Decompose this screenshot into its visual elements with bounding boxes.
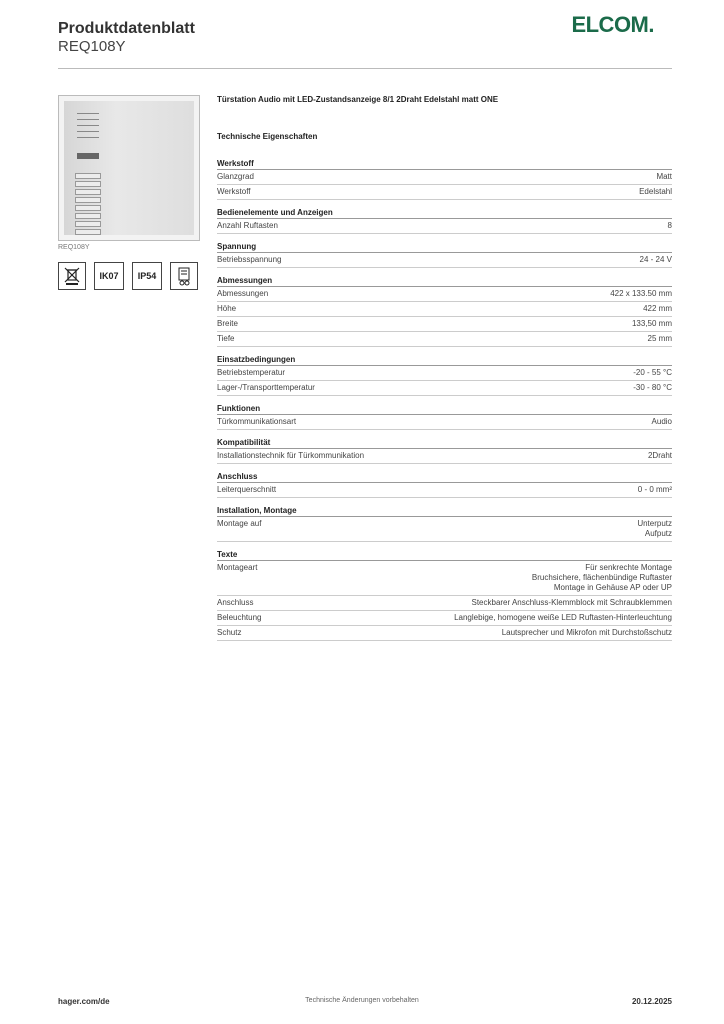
spec-label: Tiefe (217, 334, 235, 343)
spec-row (217, 483, 672, 498)
spec-section (217, 436, 672, 464)
spec-row (217, 253, 672, 268)
spec-row (217, 381, 672, 396)
section-title: Spannung (217, 240, 672, 253)
spec-section (217, 206, 672, 234)
spec-value: 133,50 mm (631, 319, 672, 328)
ip54-icon: IP54 (132, 262, 162, 290)
document-title: Produktdatenblatt (58, 20, 195, 37)
spec-row (217, 561, 672, 596)
technical-data (217, 95, 672, 647)
spec-row (217, 415, 672, 430)
spec-value: 24 - 24 V (639, 255, 672, 264)
spec-row (217, 302, 672, 317)
section-title: Texte (217, 548, 672, 561)
spec-label: Leiterquerschnitt (217, 485, 277, 494)
spec-value: Matt (656, 172, 672, 181)
section-title: Bedienelemente und Anzeigen (217, 206, 672, 219)
spec-value: 2Draht (647, 451, 672, 460)
speaker-grille-line (77, 113, 99, 114)
section-title: Abmessungen (217, 274, 672, 287)
spec-row (217, 449, 672, 464)
call-button (75, 197, 101, 203)
spec-row (217, 517, 672, 542)
section-title: Werkstoff (217, 157, 672, 170)
spec-label: Glanzgrad (217, 172, 254, 181)
spec-label: Türkommunikationsart (217, 417, 297, 426)
spec-label: Betriebstemperatur (217, 368, 286, 377)
speaker-grille-line (77, 119, 99, 120)
spec-label: Abmessungen (217, 289, 269, 298)
spec-value: Für senkrechte Montage Bruchsichere, flächenbündige Ruftaster Montage in Gehäuse AP oder UP (531, 563, 672, 592)
spec-label: Lager-/Transporttemperatur (217, 383, 315, 392)
spec-label: Montageart (217, 563, 258, 572)
spec-row (217, 185, 672, 200)
spec-value: 422 mm (643, 304, 672, 313)
led-status-display (77, 153, 99, 159)
technical-properties-heading: Technische Eigenschaften (217, 132, 318, 141)
header-divider (58, 68, 672, 69)
spec-row (217, 332, 672, 347)
section-title: Kompatibilität (217, 436, 672, 449)
spec-row (217, 170, 672, 185)
spec-label: Installationstechnik für Türkommunikation (217, 451, 365, 460)
footer-website: hager.com/de (58, 997, 110, 1006)
spec-value: Audio (651, 417, 672, 426)
product-description: Türstation Audio mit LED-Zustandsanzeige 8/1 2Draht Edelstahl matt ONE (217, 95, 499, 104)
spec-section (217, 353, 672, 396)
spec-row (217, 626, 672, 641)
spec-row (217, 596, 672, 611)
spec-row (217, 317, 672, 332)
spec-value: Edelstahl (639, 187, 672, 196)
spec-section (217, 402, 672, 430)
spec-label: Anschluss (217, 598, 254, 607)
spec-label: Beleuchtung (217, 613, 262, 622)
certification-icons (58, 262, 198, 290)
spec-label: Werkstoff (217, 187, 251, 196)
spec-value: Lautsprecher und Mikrofon mit Durchstoßschutz (501, 628, 672, 637)
spec-sections (217, 157, 672, 641)
spec-label: Montage auf (217, 519, 262, 528)
call-button (75, 229, 101, 235)
spec-section (217, 274, 672, 347)
call-button (75, 221, 101, 227)
section-title: Einsatzbedingungen (217, 353, 672, 366)
weee-crossed-bin-icon (58, 262, 86, 290)
installation-icon (170, 262, 198, 290)
speaker-grille-line (77, 137, 99, 138)
article-number: REQ108Y (58, 38, 126, 55)
spec-value: -30 - 80 °C (633, 383, 672, 392)
spec-value: 0 - 0 mm² (637, 485, 672, 494)
section-title: Installation, Montage (217, 504, 672, 517)
spec-label: Anzahl Ruftasten (217, 221, 278, 230)
call-button (75, 189, 101, 195)
spec-value: Steckbarer Anschluss-Klemmblock mit Schraubklemmen (471, 598, 672, 607)
spec-value: 8 (667, 221, 672, 230)
door-station-panel (64, 101, 194, 235)
spec-section (217, 157, 672, 200)
speaker-grille-line (77, 131, 99, 132)
spec-value: 422 x 133.50 mm (610, 289, 672, 298)
spec-section (217, 504, 672, 542)
spec-label: Breite (217, 319, 238, 328)
product-image (58, 95, 200, 241)
spec-label: Betriebsspannung (217, 255, 282, 264)
spec-section (217, 548, 672, 641)
spec-label: Schutz (217, 628, 242, 637)
elcom-logo: ELCOM. (571, 12, 654, 37)
spec-row (217, 611, 672, 626)
spec-value: Unterputz Aufputz (637, 519, 672, 538)
spec-row (217, 366, 672, 381)
call-button (75, 205, 101, 211)
speaker-grille-line (77, 125, 99, 126)
spec-section (217, 240, 672, 268)
spec-value: Langlebige, homogene weiße LED Ruftasten-Hinterleuchtung (454, 613, 672, 622)
section-title: Anschluss (217, 470, 672, 483)
footer-notice: Technische Änderungen vorbehalten (305, 997, 419, 1004)
call-button (75, 181, 101, 187)
ik07-icon: IK07 (94, 262, 124, 290)
spec-value: 25 mm (647, 334, 672, 343)
footer-date: 20.12.2025 (631, 997, 672, 1006)
call-button (75, 173, 101, 179)
spec-value: -20 - 55 °C (633, 368, 672, 377)
spec-row (217, 287, 672, 302)
section-title: Funktionen (217, 402, 672, 415)
spec-label: Höhe (217, 304, 237, 313)
image-caption: REQ108Y (58, 244, 90, 251)
spec-section (217, 470, 672, 498)
spec-row (217, 219, 672, 234)
call-button (75, 213, 101, 219)
